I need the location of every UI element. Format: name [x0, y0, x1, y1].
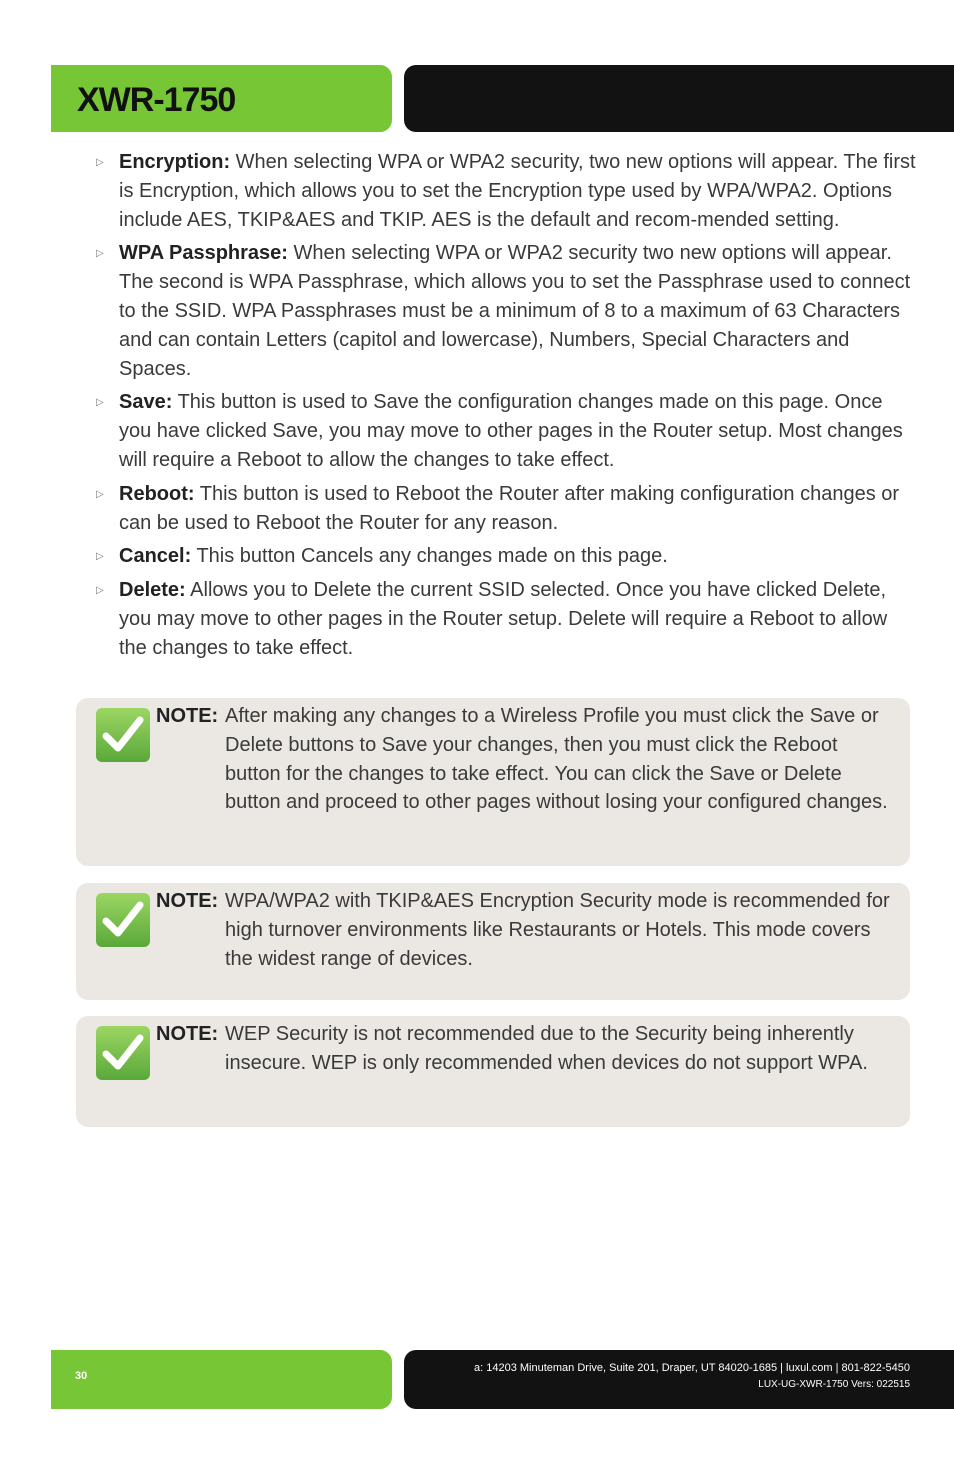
checkmark-icon	[96, 893, 150, 947]
bullet-text: This button is used to Reboot the Router after making configuration changes or can be used to Reboot the Router for any reason.	[119, 482, 900, 534]
page-number: 30	[75, 1370, 88, 1382]
note-label: NOTE:	[156, 890, 219, 912]
bullet-text: This button Cancels any changes made on this page.	[191, 545, 668, 568]
bullet-label: Encryption:	[119, 151, 231, 173]
checkmark-icon	[96, 1026, 150, 1080]
bullet-list	[96, 148, 916, 668]
bullet-label: WPA Passphrase:	[119, 242, 288, 265]
triangle-bullet-icon: ▷	[96, 551, 104, 563]
bullet-text: When selecting WPA or WPA2 security two new options will appear. The second is WPA Passphrase, which allows you to set the Passphrase used to connect to the SSID. WPA Passphrases must be a minimum of 8 to a maximum of 63 Characters and can contain Letters (capitol and lowercase), Numbers, Special Characters and Spaces.	[119, 242, 911, 380]
triangle-bullet-icon: ▷	[96, 397, 104, 409]
triangle-bullet-icon: ▷	[96, 488, 104, 500]
bullet-label: Delete:	[119, 579, 186, 602]
bullet-text: This button is used to Save the configuration changes made on this page. Once you have clicked Save, you may move to other pages in the Router setup. Most changes will require a Reboot to allow the changes to take effect.	[119, 391, 903, 471]
footer-doc-id: LUX-UG-XWR-1750 Vers: 022515	[758, 1379, 910, 1390]
triangle-bullet-icon: ▷	[96, 248, 104, 260]
list-item	[96, 388, 916, 474]
triangle-bullet-icon: ▷	[96, 585, 104, 597]
note-box-3	[76, 1016, 910, 1127]
list-item	[96, 480, 916, 538]
bullet-text: When selecting WPA or WPA2 security, two new options will appear. The first is Encryption, which allows you to set the Encryption type used by WPA/WPA2. Options include AES, TKIP&AES and TKIP. AES is the default and recom-mended setting.	[119, 151, 916, 231]
note-box-1	[76, 698, 910, 866]
header-green-bar	[51, 65, 392, 132]
checkmark-icon	[96, 708, 150, 762]
header-dark-bar	[404, 65, 954, 132]
note-label: NOTE:	[156, 705, 219, 727]
page-title: XWR-1750	[77, 81, 236, 119]
footer-address: a: 14203 Minuteman Drive, Suite 201, Draper, UT 84020-1685 | luxul.com | 801-822-5450	[474, 1362, 910, 1374]
list-item	[96, 542, 916, 571]
note-label: NOTE:	[156, 1023, 219, 1045]
note-text: WEP Security is not recommended due to the Security being inherently insecure. WEP is only recommended when devices do not support WPA.	[225, 1023, 868, 1074]
list-item	[96, 148, 916, 234]
note-text: After making any changes to a Wireless Profile you must click the Save or Delete buttons to Save your changes, then you must click the Reboot button for the changes to take effect. You can click the Save or Delete button and proceed to other pages without losing your configured changes.	[225, 705, 888, 814]
list-item	[96, 239, 916, 383]
bullet-label: Reboot:	[119, 482, 195, 505]
note-box-2	[76, 883, 910, 1000]
note-text: WPA/WPA2 with TKIP&AES Encryption Security mode is recommended for high turnover environments like Restaurants or Hotels. This mode covers the widest range of devices.	[225, 890, 890, 970]
bullet-text: Allows you to Delete the current SSID selected. Once you have clicked Delete, you may move to other pages in the Router setup. Delete will require a Reboot to allow the changes to take effect.	[119, 579, 888, 659]
triangle-bullet-icon: ▷	[96, 157, 104, 168]
list-item	[96, 576, 916, 662]
bullet-label: Save:	[119, 391, 173, 414]
bullet-label: Cancel:	[119, 545, 192, 568]
footer-dark-bar	[404, 1350, 954, 1409]
footer-green-bar	[51, 1350, 392, 1409]
